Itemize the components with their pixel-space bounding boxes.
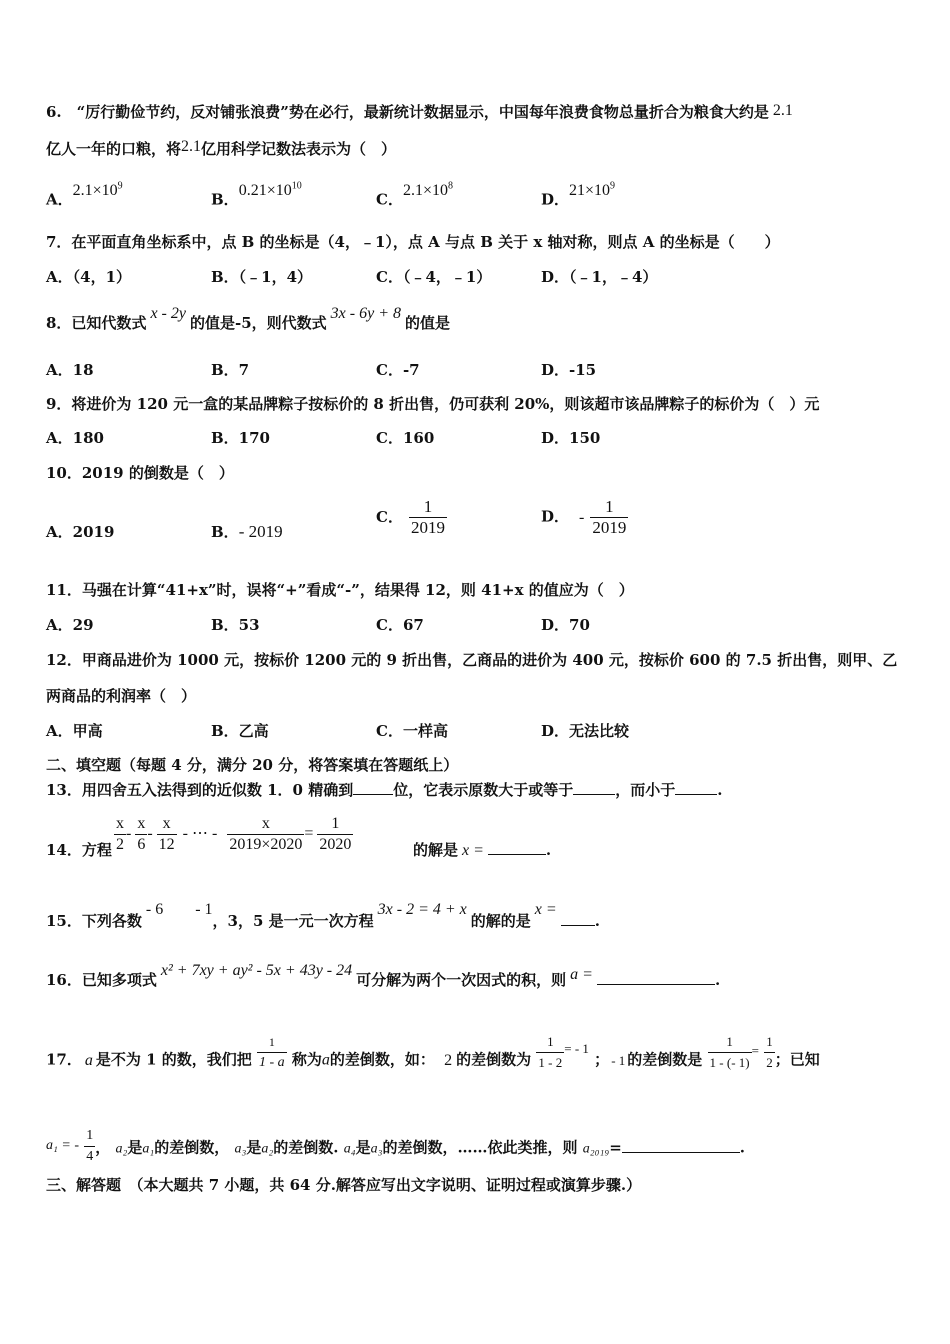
q11-option-c: C．67 [376,616,424,634]
q8-option-c: C．-7 [376,361,420,379]
q17-line1: 17． a 是不为 1 的数，我们把 $\frac{1}{1 - a}$ 称为a的差倒数，如： 2 的差倒数为 $\frac{1}{1 - 2}$ = - 1 ； - 1 的差倒数是 $\frac{1}{1 - (- 1)}$ = $\frac{1}{2}$ ；已知 [46,1034,820,1070]
q8-option-a: A．18 [46,361,94,379]
q16-stem: 16．已知多项式x² + 7xy + ay² - 5x + 43y - 24可分解为两个一次因式的积，则 a = . [46,962,721,989]
q9-option-a: A．180 [46,429,104,447]
q12-option-a: A．甲高 [46,722,103,740]
q7-option-a: A．（4，1） [46,268,132,286]
q6-option-b: B．$0.21\times 10^{10}$ [211,181,302,209]
q10-stem: 10．2019 的倒数是（ ） [46,464,234,482]
q10-option-a: A．2019 [46,523,115,541]
q6-line2: 亿人一年的口粮，将2.1亿用科学记数法表示为（ ） [46,138,397,158]
q14-label: 14．方程 [46,841,112,859]
section-2-heading: 二、填空题（每题 4 分，满分 20 分，将答案填在答题纸上） [46,756,459,774]
section-3-heading: 三、解答题 （本大题共 7 小题，共 64 分.解答应写出文字说明、证明过程或演算步骤.） [46,1176,642,1194]
q8-option-b: B．7 [211,361,250,379]
q16-blank[interactable] [597,970,715,985]
q7-stem: 7．在平面直角坐标系中，点 B 的坐标是（4，﹣1），点 A 与点 B 关于 x 轴对称，则点 A 的坐标是（ ） [46,233,780,251]
q6-option-a: A．$2.1\times 10^9$ [46,181,123,209]
q10-option-b: B．- 2019 [211,522,283,541]
q12-stem-line2: 两商品的利润率（ ） [46,687,197,705]
q8-stem: 8．已知代数式x - 2y的值是-5，则代数式3x - 6y + 8的值是 [46,305,450,332]
q6-option-c: C．$2.1\times 10^8$ [376,181,453,209]
q9-option-d: D．150 [541,429,601,447]
q13-blank-3[interactable] [675,780,717,795]
q14-blank[interactable] [488,840,546,855]
q17-line2: a₁ = - $\frac{1}{4}$ ， a₂是a₁的差倒数， a₃是a₂的差倒数. a₄是a₃的差倒数，……依此类推，则 a₂₀₁₉= . [46,1128,746,1164]
q14-equation: $\frac{x}{2}$ - $\frac{x}{6}$ - $\frac{x}{12}$ - ⋯ - $\frac{x}{2019\times 2020}$ = $\frac{1}{2020}$ [116,815,352,853]
q7-option-b: B．（﹣1，4） [211,268,313,286]
q10-option-c: C． $\frac{1}{2019}$ [376,497,445,537]
q13-blank-1[interactable] [353,780,393,795]
q11-option-a: A．29 [46,616,94,634]
q10-option-d: D． - $\frac{1}{2019}$ [541,497,627,537]
q17-blank[interactable] [622,1138,740,1153]
q15-blank[interactable] [561,911,595,926]
q15-stem: 15．下列各数- 6 - 1，3，5 是一元一次方程3x - 2 = 4 + x的解的是x =. [46,901,600,930]
q11-option-d: D．70 [541,616,590,634]
q9-stem: 9．将进价为 120 元一盒的某品牌粽子按标价的 8 折出售，仍可获利 20%，则该超市该品牌粽子的标价为（ ）元 [46,395,820,413]
q12-option-c: C．一样高 [376,722,448,740]
q12-stem-line1: 12．甲商品进价为 1000 元，按标价 1200 元的 9 折出售，乙商品的进价为 400 元，按标价 600 的 7.5 折出售，则甲、乙 [46,651,898,669]
q7-option-c: C．（﹣4，﹣1） [376,268,492,286]
q14-answer: 的解是 x = . [413,841,552,859]
q7-option-d: D．（﹣1，﹣4） [541,268,658,286]
q12-option-d: D．无法比较 [541,722,630,740]
q6-line1: 6. “厉行勤俭节约，反对铺张浪费”势在必行，最新统计数据显示，中国每年浪费食物总量折合为粮食大约是 2.1 [46,102,793,121]
q11-stem: 11．马强在计算“41+x”时，误将“+”看成“-”，结果得 12，则 41+x 的值应为（ ） [46,581,634,599]
q6-option-d: D．$21\times 10^9$ [541,181,616,209]
q13-blank-2[interactable] [573,780,615,795]
q11-option-b: B．53 [211,616,260,634]
q13-stem: 13．用四舍五入法得到的近似数 1．0 精确到 位，它表示原数大于或等于 ，而小于 . [46,781,723,799]
q12-option-b: B．乙高 [211,722,269,740]
q9-option-b: B．170 [211,429,270,447]
q8-option-d: D．-15 [541,361,597,379]
q9-option-c: C．160 [376,429,435,447]
